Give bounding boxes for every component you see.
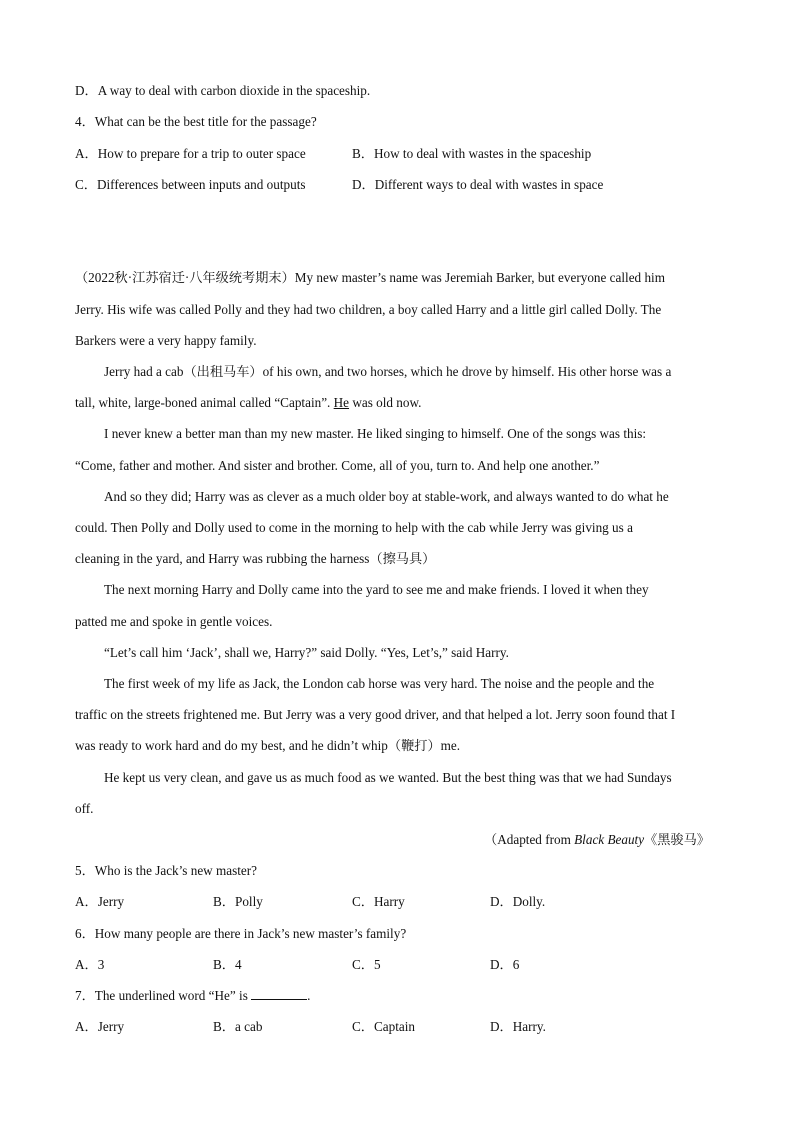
source-prefix: （Adapted from [484, 832, 575, 847]
q7-option-d: D．Harry. [490, 1019, 546, 1034]
passage-line: could. Then Polly and Dolly used to come in the morning to help with the cab while Jerry was giving us a [75, 520, 633, 535]
q7-stem [75, 987, 310, 1005]
q7-stem-text: 7．The underlined word “He” is [75, 988, 252, 1003]
passage-line: （2022秋·江苏宿迁·八年级统考期末）My new master’s name was Jeremiah Barker, but everyone called him [75, 270, 665, 285]
q5-stem: 5．Who is the Jack’s new master? [75, 863, 258, 878]
passage-text: was old now. [349, 395, 422, 410]
passage-line: Jerry had a cab（出租马车）of his own, and two horses, which he drove by himself. His other horse was a [104, 364, 672, 379]
q5-option-c: C．Harry [352, 894, 405, 909]
passage-line: cleaning in the yard, and Harry was rubbing the harness（擦马具） [75, 551, 436, 566]
q7-option-b: B．a cab [213, 1019, 263, 1034]
passage-line: Jerry. His wife was called Polly and they had two children, a boy called Harry and a little girl called Dolly. The [75, 302, 662, 317]
q4-stem: 4．What can be the best title for the passage? [75, 114, 317, 129]
passage-line: “Come, father and mother. And sister and brother. Come, all of you, turn to. And help one another.” [75, 458, 600, 473]
q4-option-d: D．Different ways to deal with wastes in space [352, 177, 604, 192]
q6-option-c: C．5 [352, 957, 381, 972]
passage-line: off. [75, 801, 94, 816]
passage-line: traffic on the streets frightened me. But Jerry was a very good driver, and that helped a lot. Jerry soon found that I [75, 707, 676, 722]
source-suffix: 《黑骏马》 [644, 832, 710, 847]
source-title: Black Beauty [574, 832, 645, 847]
q6-option-a: A．3 [75, 957, 105, 972]
passage-text: tall, white, large-boned animal called “Captain”. [75, 395, 334, 410]
q7-stem-end: . [307, 988, 311, 1003]
q4-option-b: B．How to deal with wastes in the spaceship [352, 146, 592, 161]
source-citation [484, 831, 710, 849]
passage-line: “Let’s call him ‘Jack’, shall we, Harry?” said Dolly. “Yes, Let’s,” said Harry. [104, 645, 509, 660]
passage-line: And so they did; Harry was as clever as a much older boy at stable-work, and always wanted to do what he [104, 489, 669, 504]
q6-option-b: B．4 [213, 957, 242, 972]
q4-option-c: C．Differences between inputs and outputs [75, 177, 306, 192]
answer-blank [251, 987, 307, 1000]
q6-stem: 6．How many people are there in Jack’s new master’s family? [75, 926, 407, 941]
passage-line [75, 394, 421, 412]
q5-option-a: A．Jerry [75, 894, 125, 909]
q3-option-d: D．A way to deal with carbon dioxide in the spaceship. [75, 83, 371, 98]
passage-line: patted me and spoke in gentle voices. [75, 614, 273, 629]
q7-option-c: C．Captain [352, 1019, 416, 1034]
passage-line: I never knew a better man than my new master. He liked singing to himself. One of the songs was this: [104, 426, 647, 441]
passage-line: He kept us very clean, and gave us as much food as we wanted. But the best thing was that we had Sundays [104, 770, 672, 785]
passage-line: Barkers were a very happy family. [75, 333, 257, 348]
q5-option-d: D．Dolly. [490, 894, 546, 909]
passage-line: The first week of my life as Jack, the London cab horse was very hard. The noise and the people and the [104, 676, 655, 691]
q5-option-b: B．Polly [213, 894, 263, 909]
q6-option-d: D．6 [490, 957, 520, 972]
q4-option-a: A．How to prepare for a trip to outer space [75, 146, 306, 161]
q7-option-a: A．Jerry [75, 1019, 125, 1034]
passage-line: was ready to work hard and do my best, and he didn’t whip（鞭打）me. [75, 738, 461, 753]
passage-line: The next morning Harry and Dolly came into the yard to see me and make friends. I loved it when they [104, 582, 649, 597]
underlined-word-he: He [333, 395, 350, 410]
